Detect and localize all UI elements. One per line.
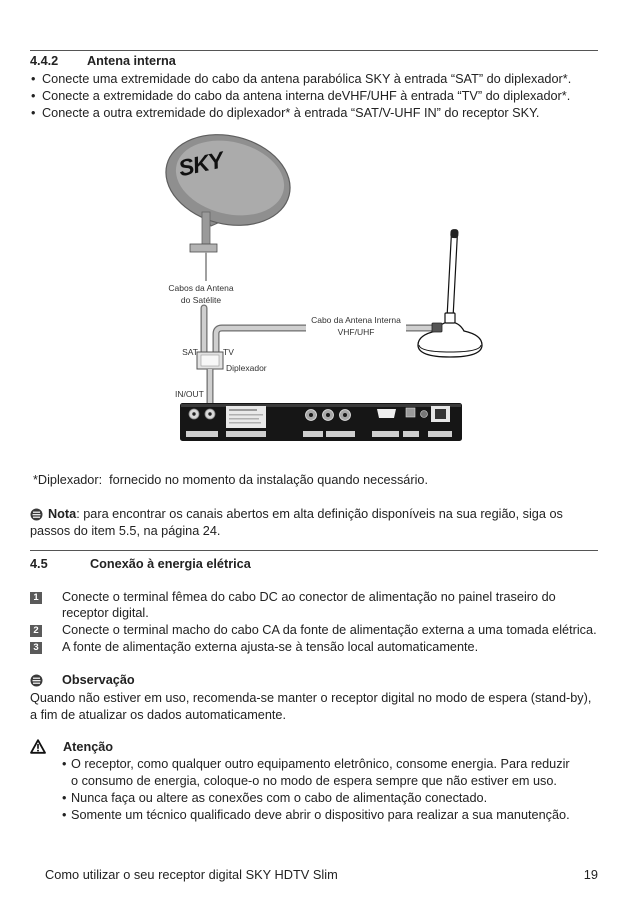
mast-clamp bbox=[190, 244, 217, 252]
top-rule bbox=[30, 50, 598, 51]
indoor-cable-label: VHF/UHF bbox=[337, 327, 375, 337]
section-rule bbox=[30, 550, 598, 551]
footnote: *Diplexador: fornecido no momento da instalação quando necessário. bbox=[33, 473, 428, 487]
sat-port-label: SAT bbox=[182, 347, 198, 357]
note-icon bbox=[30, 674, 43, 687]
bullet-icon: • bbox=[31, 72, 36, 86]
dish-mast bbox=[202, 212, 210, 246]
antenna-rod bbox=[447, 236, 457, 314]
note-line bbox=[48, 507, 563, 522]
diplexer-label: Diplexador bbox=[226, 363, 267, 373]
optical-port-icon bbox=[406, 408, 415, 417]
antenna-collar bbox=[445, 313, 455, 323]
instruction-item: Conecte a extremidade do cabo da antena interna deVHF/UHF à entrada “TV” do diplexador*. bbox=[42, 89, 571, 103]
instruction-item: Conecte uma extremidade do cabo da antena parabólica SKY à entrada “SAT” do diplexador*. bbox=[42, 72, 572, 86]
section-number: 4.4.2 bbox=[30, 54, 59, 68]
step-number-badge: 3 bbox=[30, 642, 42, 654]
satellite-cable-label: do Satélite bbox=[180, 295, 222, 305]
section-title: Conexão à energia elétrica bbox=[90, 557, 251, 571]
note-label: Nota bbox=[48, 507, 77, 521]
satellite-dish bbox=[156, 125, 300, 281]
warning-heading: Atenção bbox=[63, 740, 114, 754]
section-number: 4.5 bbox=[30, 557, 48, 571]
footer-title: Como utilizar o seu receptor digital SKY HDTV Slim bbox=[45, 867, 338, 882]
bullet-icon: • bbox=[62, 757, 67, 771]
bullet-icon: • bbox=[31, 89, 36, 103]
page-number: 19 bbox=[583, 867, 598, 882]
warning-icon bbox=[30, 739, 46, 754]
receiver bbox=[180, 403, 462, 441]
antenna-connector bbox=[432, 323, 442, 332]
sky-logo: SKY bbox=[176, 146, 225, 182]
warning-item: Somente um técnico qualificado deve abrir o dispositivo para realizar a sua manutenção. bbox=[71, 808, 570, 822]
indoor-antenna bbox=[418, 229, 482, 357]
step-number-badge: 2 bbox=[30, 625, 42, 637]
observation-text: Quando não estiver em uso, recomenda-se manter o receptor digital no modo de espera (stand-by), bbox=[30, 691, 592, 705]
bullet-icon: • bbox=[62, 808, 67, 822]
note-text: passos do item 5.5, na página 24. bbox=[30, 524, 221, 538]
step-text: A fonte de alimentação externa ajusta-se à tensão local automaticamente. bbox=[62, 640, 479, 654]
step-text: receptor digital. bbox=[62, 606, 149, 620]
observation-heading: Observação bbox=[62, 673, 135, 687]
observation-text: a fim de atualizar os dados automaticamente. bbox=[30, 708, 287, 722]
indoor-cable-label: Cabo da Antena Interna bbox=[311, 315, 401, 325]
hdmi-port-icon bbox=[377, 409, 396, 418]
diplexer bbox=[197, 352, 223, 369]
note-icon bbox=[30, 508, 43, 521]
step-text: Conecte o terminal fêmea do cabo DC ao conector de alimentação no painel traseiro do bbox=[62, 590, 556, 604]
rca-ports-icon bbox=[306, 410, 351, 421]
warning-item: Nunca faça ou altere as conexões com o cabo de alimentação conectado. bbox=[71, 791, 488, 805]
tv-port-label: TV bbox=[223, 347, 234, 357]
in-out-label: IN/OUT bbox=[175, 389, 204, 399]
section-title: Antena interna bbox=[87, 54, 176, 68]
warning-item: O receptor, como qualquer outro equipamento eletrônico, consome energia. Para reduzir bbox=[71, 757, 570, 771]
antenna-tip bbox=[450, 229, 458, 238]
note-text: : para encontrar os canais abertos em alta definição disponíveis na sua região, siga os bbox=[76, 507, 563, 521]
satellite-cable-label: Cabos da Antena bbox=[168, 283, 234, 293]
step-text: Conecte o terminal macho do cabo CA da fonte de alimentação externa a uma tomada elétrica. bbox=[62, 623, 597, 637]
bullet-icon: • bbox=[31, 106, 36, 120]
warning-item: o consumo de energia, coloque-o no modo de espera sempre que não estiver em uso. bbox=[71, 774, 557, 788]
step-number-badge: 1 bbox=[30, 592, 42, 604]
instruction-item: Conecte a outra extremidade do diplexador* à entrada “SAT/V-UHF IN” do receptor SKY. bbox=[42, 106, 540, 120]
connection-diagram bbox=[0, 125, 638, 450]
bullet-icon: • bbox=[62, 791, 67, 805]
dc-jack-icon bbox=[421, 411, 428, 418]
